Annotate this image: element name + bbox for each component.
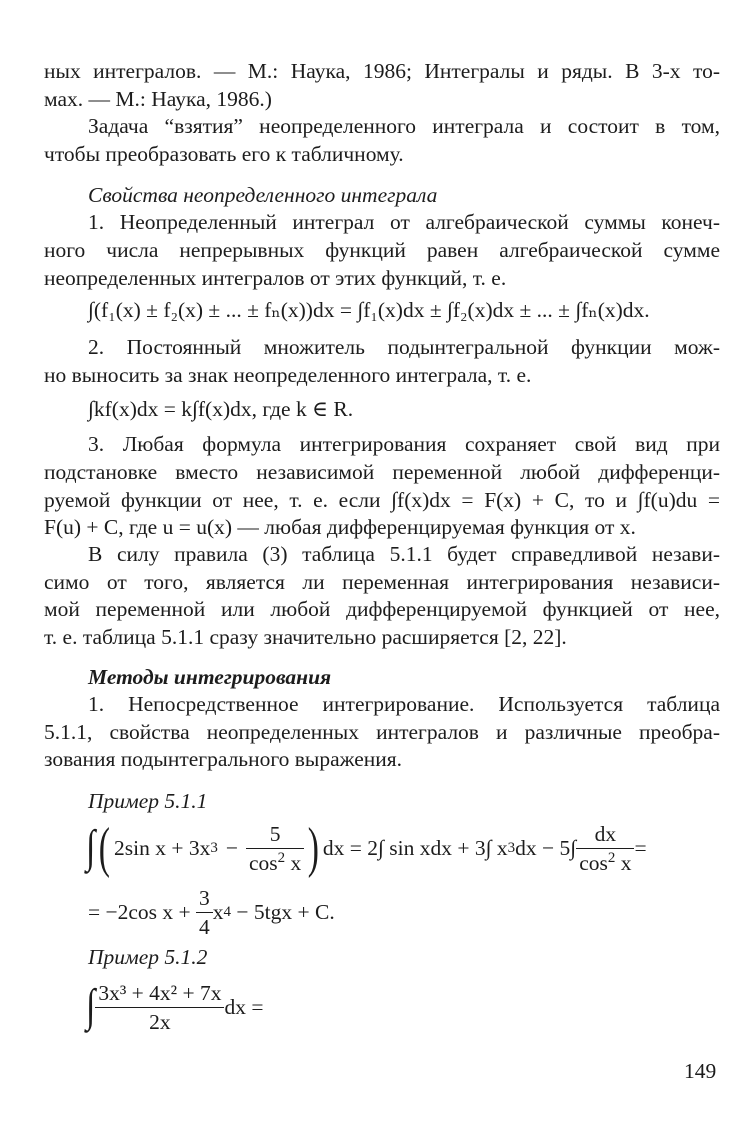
- fraction: [576, 820, 634, 877]
- formula-term: x: [212, 899, 224, 924]
- fraction-denominator: [246, 849, 304, 877]
- formula-term: 2sin x + 3x: [113, 835, 211, 860]
- den-text: x: [615, 850, 632, 875]
- left-paren: (: [99, 817, 111, 879]
- fraction: [246, 820, 304, 877]
- formula-example-1-line-2: = −2cos x + $\frac{3}{4}$ x 4 − 5tgx + C.: [88, 885, 335, 939]
- text-line: руемой функции от нее, т. е. если ∫f(x)dx = F(x) + C, то и ∫f(u)du =: [44, 488, 720, 512]
- fraction-numerator: 5: [246, 820, 304, 849]
- den-text: cos: [248, 850, 278, 875]
- formula-linearity: ∫(f₁(x) ± f₂(x) ± ... ± fₙ(x))dx = ∫f₁(x)dx ± ∫f₂(x)dx ± ... ± ∫fₙ(x)dx.: [88, 298, 650, 322]
- example-label: Пример 5.1.2: [88, 945, 208, 969]
- fraction-denominator: 2x: [149, 1009, 171, 1034]
- formula-term: dx = 2∫ sin xdx + 3∫ x: [322, 835, 508, 860]
- exponent: 2: [277, 849, 286, 866]
- formula-term: dx − 5∫: [515, 835, 577, 860]
- text-line: 2. Постоянный множитель подынтегральной функции мож-: [88, 335, 720, 359]
- text-line: подстановке вместо независимой переменной любой дифференци-: [44, 460, 720, 484]
- fraction-denominator: 4: [199, 914, 210, 939]
- fraction-numerator: dx: [576, 820, 634, 849]
- formula-term: dx =: [224, 994, 264, 1019]
- text-line: 3. Любая формула интегрирования сохраняет свой вид при: [88, 432, 720, 456]
- text-line: 1. Непосредственное интегрирование. Используется таблица: [88, 692, 720, 716]
- right-paren: ): [307, 817, 320, 879]
- exponent: 2: [607, 849, 616, 866]
- text-line: симо от того, является ли переменная интегрирования независи-: [44, 570, 720, 594]
- text-line: мах. — М.: Наука, 1986.): [44, 87, 272, 111]
- section-heading: Свойства неопределенного интеграла: [88, 183, 438, 207]
- fraction-numerator: 3x³ + 4x² + 7x: [95, 979, 224, 1008]
- formula-operator: =: [634, 835, 647, 860]
- fraction-denominator: [576, 849, 634, 877]
- fraction: [95, 979, 224, 1036]
- text-line: чтобы преобразовать его к табличному.: [44, 142, 404, 166]
- text-line: 1. Неопределенный интеграл от алгебраической суммы конеч-: [88, 210, 720, 234]
- text-line: ных интегралов. — М.: Наука, 1986; Интегралы и ряды. В 3-х то-: [44, 59, 720, 83]
- section-heading: Методы интегрирования: [88, 665, 332, 689]
- formula-example-1-line-1: ∫ ( 2sin x + 3x 3 − $\frac{5}{\cos^2 x}$ ) dx = 2∫ sin xdx + 3∫ x 3 dx − 5∫ $\frac{dx}{\cos^2 x}$ =: [86, 817, 647, 879]
- text-line: зования подынтегрального выражения.: [44, 747, 403, 771]
- text-line: мой переменной или любой дифференцируемой функцией от нее,: [44, 597, 720, 621]
- fraction-numerator: 3: [196, 884, 213, 913]
- example-label: Пример 5.1.1: [88, 789, 208, 813]
- fraction: [196, 884, 213, 941]
- formula-term: − 5tgx + C.: [231, 899, 335, 924]
- text-line: ного числа непрерывных функций равен алгебраической сумме: [44, 238, 720, 262]
- text-line: F(u) + C, где u = u(x) — любая дифференцируемая функция от x.: [44, 515, 636, 539]
- text-line: но выносить за знак неопределенного интеграла, т. е.: [44, 363, 532, 387]
- text-line: неопределенных интегралов от этих функций, т. е.: [44, 266, 507, 290]
- text-line: 5.1.1, свойства неопределенных интегралов и различные преобра-: [44, 720, 720, 744]
- formula-example-2: [86, 975, 264, 1039]
- den-text: cos: [579, 850, 608, 875]
- page-number: 149: [684, 1059, 717, 1083]
- formula-term: = −2cos x +: [88, 899, 197, 924]
- den-text: x: [285, 850, 302, 875]
- integral-sign: ∫: [86, 822, 96, 872]
- formula-constant: ∫kf(x)dx = k∫f(x)dx, где k ∈ R.: [88, 397, 354, 421]
- text-line: т. е. таблица 5.1.1 сразу значительно расширяется [2, 22].: [44, 625, 567, 649]
- integral-sign: ∫: [86, 981, 96, 1031]
- formula-operator: −: [225, 835, 238, 860]
- text-line: Задача “взятия” неопределенного интеграла и состоит в том,: [88, 114, 720, 138]
- text-line: В силу правила (3) таблица 5.1.1 будет справедливой незави-: [88, 542, 720, 566]
